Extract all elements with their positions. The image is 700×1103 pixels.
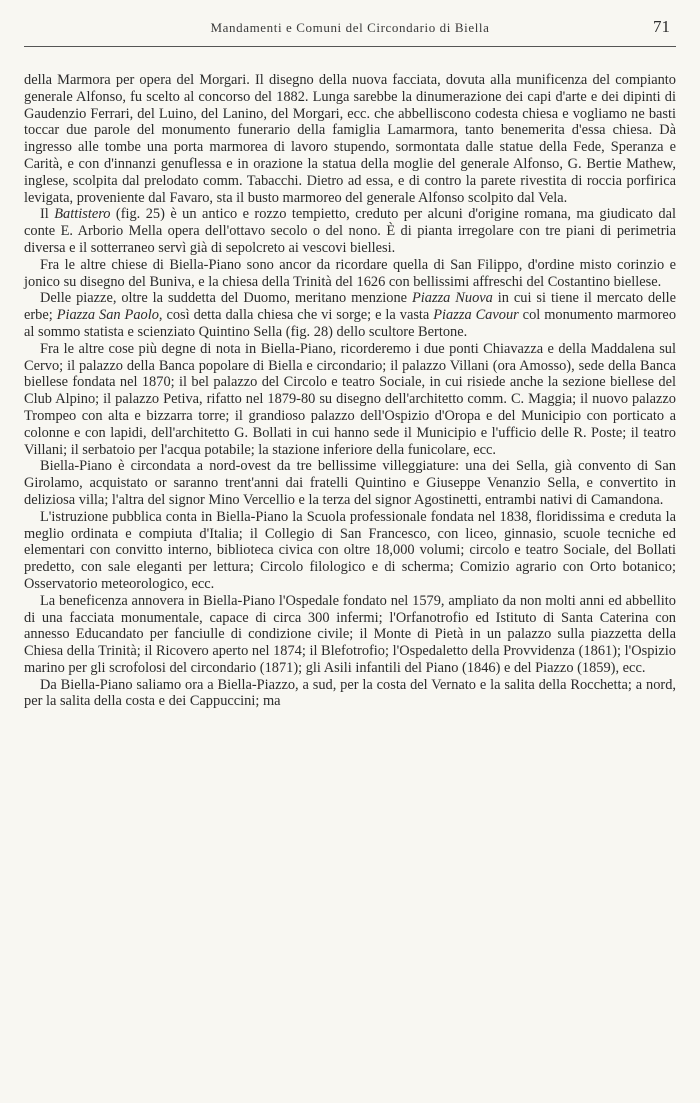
page-header (24, 16, 676, 38)
paragraph-notable-buildings: Fra le altre cose più degne di nota in Biella-Piano, ricorderemo i due ponti Chiavazza e della Maddalena sul Cervo; il palazzo della Banca popolare di Biella e circondario; il palazzo Villani (ora Amosso), sede della Banca biellese fondata nel 1870; il bel palazzo del Circolo e teatro Sociale, in cui risiede anche la sezione biellese del Club Alpino; il palazzo Petiva, rifatto nel 1879-80 su disegno dell'architetto comm. C. Maggia; il nuovo palazzo Trompeo con alta e bizzarra torre; il grandioso palazzo dell'Ospizio d'Oropa e del Municipio con porticato a colonne e con lapidi, dell'architetto G. Bollati in cui hanno sede il Municipio e l'ufficio delle R. Poste; il teatro Villani; il serbatoio per l'acqua potabile; la stazione inferiore della funicolare, ecc. (24, 340, 676, 458)
text-run: (fig. 25) è un antico e rozzo tempietto, creduto per alcuni d'origine romana, ma giudicato dal conte E. Arborio Mella opera dell'ottavo secolo o del nono. È di pianta irregolare con tre piani di perimetria diversa e il sotterraneo servì già di sepolcreto ai vescovi biellesi. (24, 206, 676, 256)
text-run: , così detta dalla chiesa che vi sorge; e la vasta (158, 307, 434, 324)
paragraph-biella-piazzo: Da Biella-Piano saliamo ora a Biella-Piazzo, a sud, per la costa del Vernato e la salita della Rocchetta; a nord, per la salita della costa e dei Cappuccini; ma (24, 676, 676, 710)
header-rule (24, 46, 676, 47)
paragraph-education: L'istruzione pubblica conta in Biella-Piano la Scuola professionale fondata nel 1838, floridissima e creduta la meglio ordinata e compiuta d'Italia; il Collegio di San Francesco, con liceo, ginnasio, scuole tecniche ed elementari con convitto interno, biblioteca civica con oltre 18,000 volumi; circolo e teatro Sociale, del Bollati predetto, con sale eleganti per lettura; Circolo filologico e di scherma; Comizio agrario con Orto botanico; Osservatorio meteorologico, ecc. (24, 508, 676, 592)
text-run: in cui si tiene il mercato delle erbe; (24, 290, 676, 324)
running-title: Mandamenti e Comuni del Circondario di Biella (210, 20, 490, 35)
paragraph-charity: La beneficenza annovera in Biella-Piano l'Ospedale fondato nel 1579, ampliato da non molti anni ed abbellito di una facciata monumentale, capace di circa 300 infermi; l'Orfanotrofio ed Istituto di Santa Caterina con annesso Educandato per fanciulle di condizione civile; il Monte di Pietà in un palazzo sulla piazzetta della Chiesa della Trinità; il Ricovero aperto nel 1874; il Blefotrofio; l'Ospedaletto della Provvidenza (1861); l'Ospizio marino per gli scrofolosi del circondario (1871); gli Asili infantili del Piano (1846) e del Piazzo (1859), ecc. (24, 592, 676, 676)
italic-piazza-san-paolo: Piazza San Paolo (56, 307, 159, 324)
paragraph-other-churches: Fra le altre chiese di Biella-Piano sono ancor da ricordare quella di San Filippo, d'ordine misto corinzio e jonico su disegno del Buniva, e la chiesa della Trinità del 1626 con bellissimi affreschi del Costantino biellese. (24, 256, 676, 290)
text-run: Il (40, 206, 55, 223)
paragraph-battistero (24, 206, 676, 256)
italic-term-battistero: Battistero (54, 206, 111, 223)
text-run: Delle piazze, oltre la suddetta del Duomo, meritano menzione (40, 290, 412, 307)
paragraph-marmora-facade: della Marmora per opera del Morgari. Il disegno della nuova facciata, dovuta alla munificenza del compianto generale Alfonso, fu scelto al concorso del 1882. Lunga sarebbe la dinumerazione dei capi d'arte e dei dipinti di Gaudenzio Ferrari, del Luino, del Lanino, del Morgari, ecc. che abbelliscono codesta chiesa e vogliamo ne basti toccar due parole del monumento funerario della famiglia Lamarmora, tanto benemerita d'essa chiesa. Dà ingresso alle tombe una porta marmorea di lavoro stupendo, sormontata dalle statue della Fede, Speranza e Carità, e con d'innanzi genuflessa e in orazione la statua della moglie del generale Alfonso, G. Bertie Mathew, inglese, scolpita dal prelodato comm. Tabacchi. Dietro ad essa, e di contro la parete rivestita di roccia porfirica levigata, proveniente dal Favaro, sta il busto marmoreo del generale Alfonso scolpito dal Vela. (24, 72, 676, 206)
paragraph-squares (24, 290, 676, 340)
page-number: 71 (653, 17, 670, 36)
paragraph-villas: Biella-Piano è circondata a nord-ovest da tre bellissime villeggiature: una dei Sella, già convento di San Girolamo, acquistato or saranno trent'anni dai fratelli Quintino e Giuseppe Venanzio Sella, e convertito in deliziosa villa; l'altra del signor Mino Vercellio e la terza del signor Agostinetti, entrambi nativi di Camandona. (24, 458, 676, 508)
text-run: col monumento marmoreo al sommo statista e scienziato Quintino Sella (fig. 28) dello scultore Bertone. (24, 307, 677, 340)
italic-piazza-cavour: Piazza Cavour (433, 307, 519, 324)
italic-piazza-nuova: Piazza Nuova (411, 290, 493, 307)
body-text (24, 72, 676, 710)
